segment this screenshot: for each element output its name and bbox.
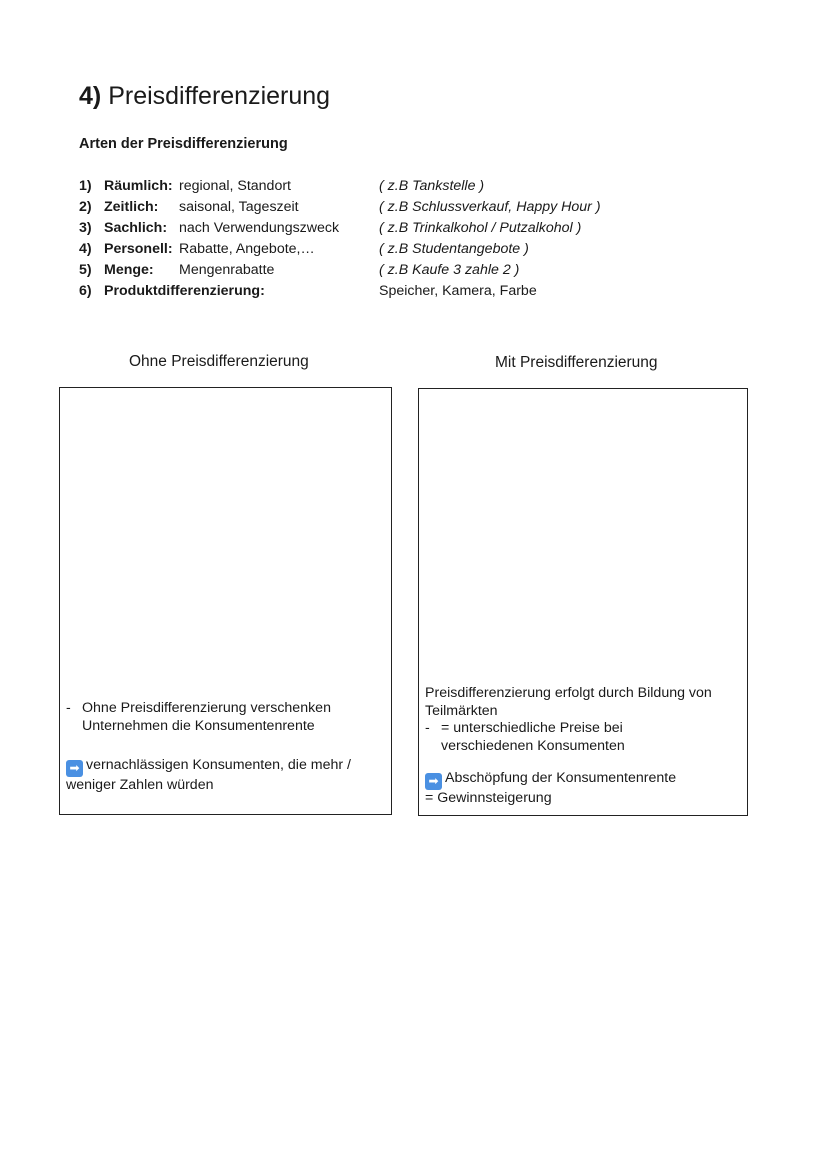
item-description: regional, Standort <box>179 178 291 194</box>
item-example: ( z.B Studentangebote ) <box>379 241 529 257</box>
right-bullet-line1: = unterschiedliche Preise bei <box>441 720 623 736</box>
left-arrow-text2: weniger Zahlen würden <box>66 777 214 793</box>
item-label: Produktdifferenzierung: <box>104 283 265 299</box>
left-bullet-line2: Unternehmen die Konsumentenrente <box>82 717 315 734</box>
item-label: Personell: <box>104 241 173 257</box>
item-example: ( z.B Trinkalkohol / Putzalkohol ) <box>379 220 582 236</box>
item-label: Räumlich: <box>104 178 173 194</box>
item-description: nach Verwendungszweck <box>179 220 340 236</box>
item-example: Speicher, Kamera, Farbe <box>379 283 537 299</box>
item-label: Zeitlich: <box>104 199 159 215</box>
right-intro-line2: Teilmärkten <box>425 702 498 719</box>
spacer <box>66 735 351 757</box>
list-item <box>79 281 719 302</box>
item-label: Sachlich: <box>104 220 168 236</box>
list-item <box>79 239 719 260</box>
spacer <box>425 755 712 770</box>
dash-mark: - <box>425 720 430 736</box>
item-label: Menge: <box>104 262 154 278</box>
item-number: 2) <box>79 199 92 215</box>
list-item <box>79 260 719 281</box>
right-bullet <box>425 720 712 738</box>
subtitle: Arten der Preisdifferenzierung <box>79 136 288 152</box>
list-item <box>79 197 719 218</box>
section-title: Preisdifferenzierung <box>108 82 331 110</box>
right-arrow-line <box>425 770 712 790</box>
item-description: Mengenrabatte <box>179 262 275 278</box>
item-example: ( z.B Tankstelle ) <box>379 178 485 194</box>
item-number: 3) <box>79 220 92 236</box>
item-number: 4) <box>79 241 92 257</box>
left-bullet-line1: Ohne Preisdifferenzierung verschenken <box>82 700 331 716</box>
right-column-heading: Mit Preisdifferenzierung <box>495 354 658 371</box>
item-description: saisonal, Tageszeit <box>179 199 299 215</box>
arrow-right-icon: ➡ <box>66 760 83 777</box>
item-number: 6) <box>79 283 92 299</box>
list-item <box>79 176 719 197</box>
page-title <box>79 80 330 112</box>
right-box-content <box>425 685 712 808</box>
left-box-content <box>66 700 351 795</box>
left-arrow-text1: vernachlässigen Konsumenten, die mehr / <box>86 757 351 773</box>
left-bullet <box>66 700 351 718</box>
item-number: 1) <box>79 178 92 194</box>
arrow-right-icon: ➡ <box>425 773 442 790</box>
right-arrow-text2: = Gewinnsteigerung <box>425 790 552 806</box>
dash-mark: - <box>66 700 71 716</box>
section-number: 4) <box>79 82 102 110</box>
left-column-heading: Ohne Preisdifferenzierung <box>129 353 309 370</box>
right-bullet-line2: verschiedenen Konsumenten <box>441 737 625 754</box>
right-intro-line1: Preisdifferenzierung erfolgt durch Bildung von <box>425 685 712 701</box>
right-arrow-text1: Abschöpfung der Konsumentenrente <box>445 770 677 786</box>
item-example: ( z.B Kaufe 3 zahle 2 ) <box>379 262 520 278</box>
left-arrow-line <box>66 757 351 777</box>
item-number: 5) <box>79 262 92 278</box>
list-item <box>79 218 719 239</box>
item-description: Rabatte, Angebote,… <box>179 241 315 257</box>
types-list <box>79 176 719 302</box>
item-example: ( z.B Schlussverkauf, Happy Hour ) <box>379 199 601 215</box>
